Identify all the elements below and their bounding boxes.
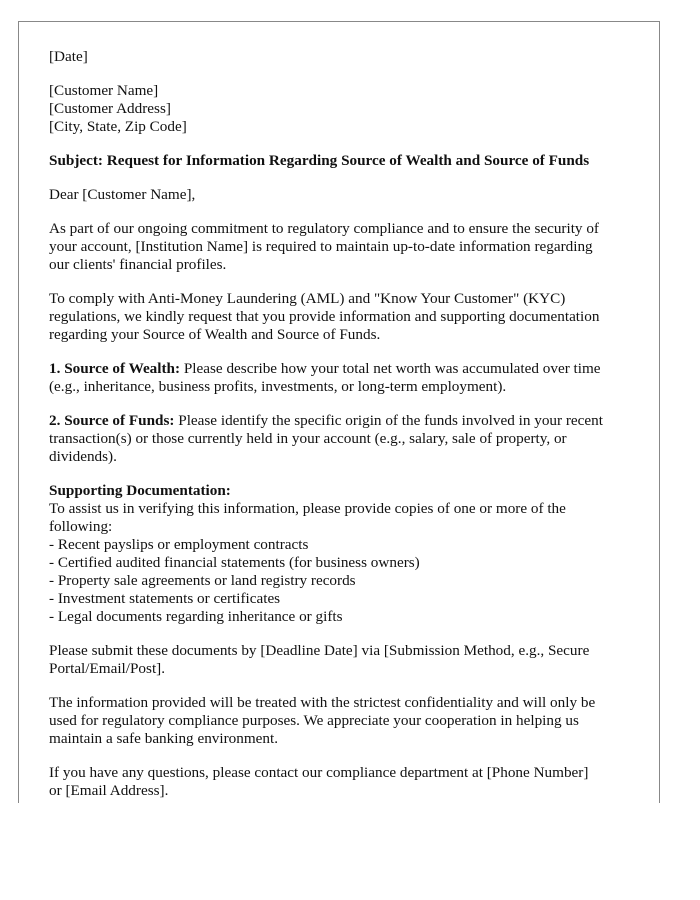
paragraph-line: As part of our ongoing commitment to regulatory compliance and to ensure the security of [49, 220, 599, 237]
supporting-documentation-heading: Supporting Documentation: [49, 482, 231, 499]
paragraph-line: If you have any questions, please contact our compliance department at [Phone Number] [49, 764, 589, 781]
paragraph-line: (e.g., inheritance, business profits, investments, or long-term employment). [49, 378, 507, 395]
paragraph-line: used for regulatory compliance purposes. We appreciate your cooperation in helping us [49, 712, 579, 729]
source-of-wealth-label: 1. Source of Wealth: [49, 360, 181, 377]
paragraph-line: To comply with Anti-Money Laundering (AML) and "Know Your Customer" (KYC) [49, 290, 566, 307]
paragraph-contact [49, 764, 649, 800]
paragraph-line: The information provided will be treated with the strictest confidentiality and will only be [49, 694, 596, 711]
subject-line [49, 152, 649, 170]
recipient-address: [Customer Address] [49, 100, 171, 117]
paragraph-submission [49, 642, 649, 678]
source-of-funds-label: 2. Source of Funds: [49, 412, 175, 429]
paragraph-line: regulations, we kindly request that you provide information and supporting documentation [49, 308, 600, 325]
salutation [49, 186, 649, 204]
paragraph-aml-kyc [49, 290, 649, 344]
list-item: - Certified audited financial statements (for business owners) [49, 554, 420, 571]
subject-text: Subject: Request for Information Regarding Source of Wealth and Source of Funds [49, 152, 590, 169]
paragraph-line [49, 412, 649, 430]
paragraph-line: following: [49, 518, 113, 535]
paragraph-line: your account, [Institution Name] is required to maintain up-to-date information regarding [49, 238, 593, 255]
source-of-wealth-text: Please describe how your total net worth was accumulated over time [180, 360, 601, 377]
paragraph-line: dividends). [49, 448, 117, 465]
paragraph-compliance [49, 220, 649, 274]
date-text: [Date] [49, 48, 88, 65]
paragraph-line: transaction(s) or those currently held in your account (e.g., salary, sale of property, or [49, 430, 567, 447]
paragraph-line: regarding your Source of Wealth and Source of Funds. [49, 326, 381, 343]
letter-page [18, 21, 660, 803]
letter-date [49, 48, 649, 66]
paragraph-line [49, 360, 649, 378]
list-item: - Recent payslips or employment contracts [49, 536, 309, 553]
paragraph-line: Portal/Email/Post]. [49, 660, 166, 677]
supporting-documentation-section [49, 482, 649, 626]
paragraph-confidentiality [49, 694, 649, 748]
paragraph-line: or [Email Address]. [49, 782, 169, 799]
paragraph-line: our clients' financial profiles. [49, 256, 227, 273]
list-item: - Property sale agreements or land registry records [49, 572, 356, 589]
paragraph-line: maintain a safe banking environment. [49, 730, 279, 747]
paragraph-line: Please submit these documents by [Deadline Date] via [Submission Method, e.g., Secure [49, 642, 590, 659]
source-of-funds-section [49, 412, 649, 466]
source-of-funds-text: Please identify the specific origin of the funds involved in your recent [174, 412, 603, 429]
recipient-block [49, 82, 649, 136]
recipient-name: [Customer Name] [49, 82, 159, 99]
paragraph-line: To assist us in verifying this information, please provide copies of one or more of the [49, 500, 566, 517]
list-item: - Legal documents regarding inheritance or gifts [49, 608, 343, 625]
letter-body [49, 48, 649, 803]
list-item: - Investment statements or certificates [49, 590, 281, 607]
salutation-text: Dear [Customer Name], [49, 186, 196, 203]
recipient-city-state-zip: [City, State, Zip Code] [49, 118, 187, 135]
source-of-wealth-section [49, 360, 649, 396]
